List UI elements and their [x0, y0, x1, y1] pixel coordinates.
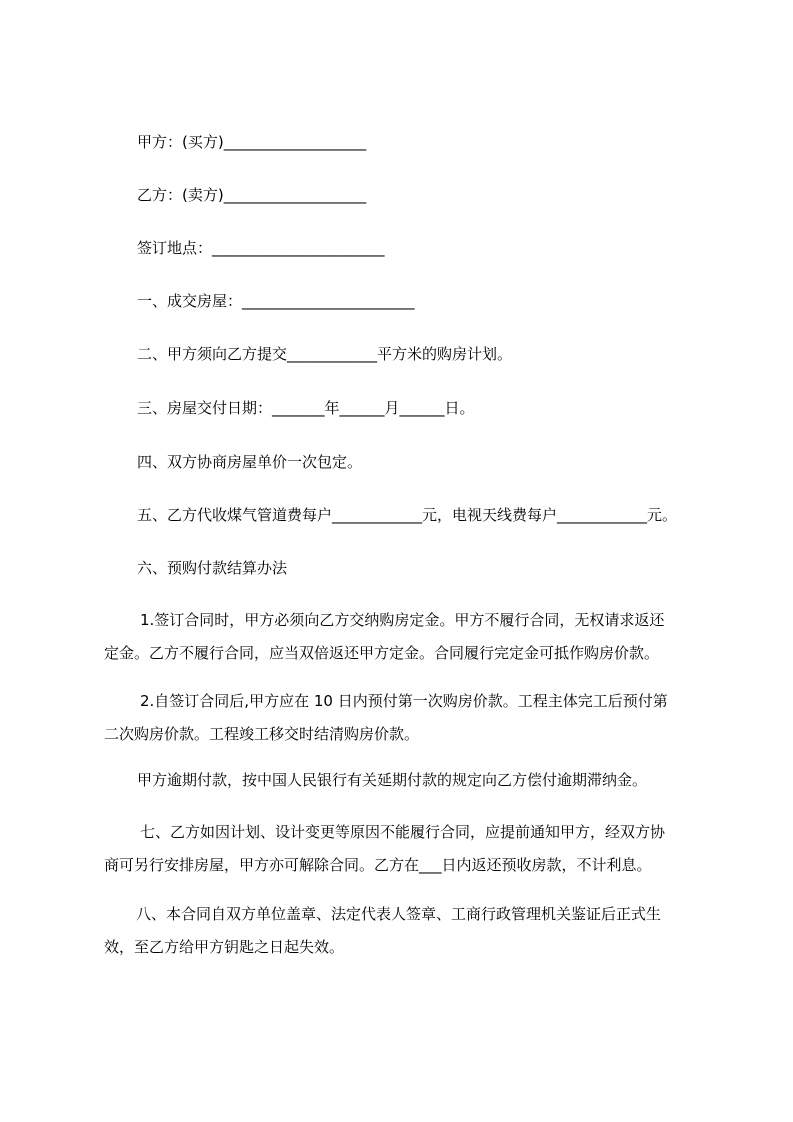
location-line: [137, 238, 385, 258]
item-4-line: [137, 452, 362, 472]
clause-2-paragraph: [104, 685, 716, 751]
clause-1-paragraph: [104, 604, 716, 670]
party-a-blank: ___________________: [223, 133, 367, 151]
party-a-line: [137, 132, 366, 152]
item-5-suffix: 元。: [647, 506, 678, 524]
item-3-year: 年: [324, 399, 340, 417]
item-5-blank-2: ____________: [557, 506, 648, 524]
item-6-line: [137, 558, 287, 578]
item-8-paragraph: [104, 898, 716, 964]
item-3-blank-day: ______: [399, 399, 445, 417]
item-4-text: 四、双方协商房屋单价一次包定。: [137, 453, 363, 471]
clause-2-line-1: 2.自签订合同后,甲方应在 10 日内预付第一次购房价款。工程主体完工后预付第: [140, 692, 668, 710]
item-5-prefix: 五、乙方代收煤气管道费每户: [137, 506, 333, 524]
item-6-text: 六、预购付款结算办法: [137, 559, 288, 577]
party-b-blank: ___________________: [223, 186, 367, 204]
late-payment-text: 甲方逾期付款，按中国人民银行有关延期付款的规定向乙方偿付逾期滞纳金。: [137, 771, 648, 789]
item-3-day: 日。: [444, 399, 475, 417]
item-3-prefix: 三、房屋交付日期：: [137, 399, 273, 417]
item-7-line-2-prefix: 商可另行安排房屋，甲方亦可解除合同。乙方在: [104, 856, 420, 874]
clause-1-line-1: 1.签订合同时，甲方必须向乙方交纳购房定金。甲方不履行合同，无权请求返还: [140, 611, 665, 629]
clause-2-line-2: 二次购房价款。工程竣工移交时结清购房价款。: [104, 725, 420, 743]
item-8-line-1: 八、本合同自双方单位盖章、法定代表人签章、工商行政管理机关鉴证后正式生: [136, 905, 662, 923]
item-3-blank-year: _______: [272, 399, 325, 417]
item-5-blank-1: ____________: [332, 506, 423, 524]
item-1-label: 一、成交房屋：: [137, 292, 243, 310]
item-5-middle: 元，电视天线费每户: [422, 506, 558, 524]
location-label: 签订地点：: [137, 239, 213, 257]
item-2-blank: ____________: [287, 345, 378, 363]
item-3-month: 月: [384, 399, 400, 417]
item-7-line-1: 七、乙方如因计划、设计变更等原因不能履行合同，应提前通知甲方，经双方协: [140, 823, 666, 841]
item-5-line: [137, 505, 677, 525]
item-1-blank: _______________________: [242, 292, 415, 310]
item-1-line: [137, 291, 415, 311]
item-7-line-2-blank: ___: [419, 856, 442, 874]
item-2-prefix: 二、甲方须向乙方提交: [137, 345, 288, 363]
item-7-line-2: [104, 849, 716, 882]
late-payment-line: [137, 770, 647, 790]
item-7-paragraph: [104, 816, 716, 882]
item-7-line-2-suffix: 日内返还预收房款，不计利息。: [441, 856, 652, 874]
item-2-suffix: 平方米的购房计划。: [377, 345, 513, 363]
item-3-line: [137, 398, 475, 418]
item-2-line: [137, 344, 512, 364]
item-8-line-2: 效，至乙方给甲方钥匙之日起失效。: [104, 938, 345, 956]
location-blank: _______________________: [212, 239, 385, 257]
party-b-label: 乙方：(卖方): [137, 186, 224, 204]
party-b-line: [137, 185, 366, 205]
item-3-blank-month: ______: [339, 399, 385, 417]
clause-1-line-2: 定金。乙方不履行合同，应当双倍返还甲方定金。合同履行完定金可抵作购房价款。: [104, 644, 660, 662]
party-a-label: 甲方：(买方): [137, 133, 224, 151]
